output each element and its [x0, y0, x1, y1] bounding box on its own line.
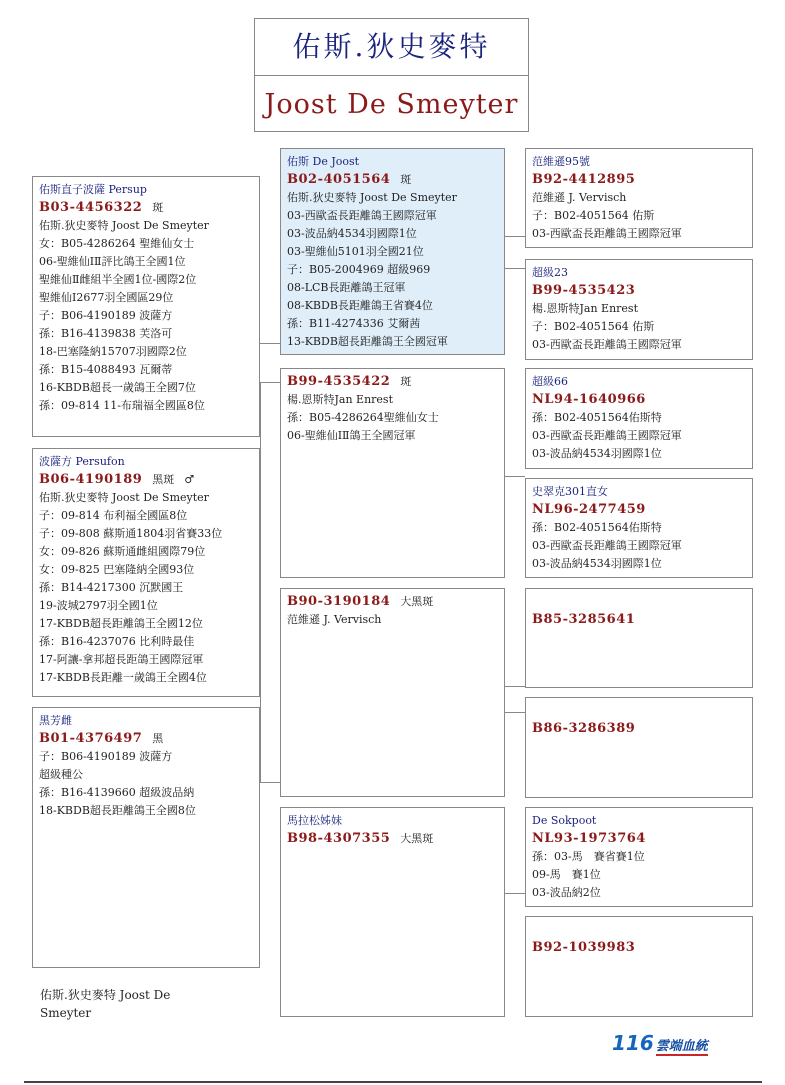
line: 13-KBDB超長距離鴿王全國冠軍 — [287, 335, 448, 348]
color-label: 黑斑 — [152, 473, 175, 486]
line: 孫：09-814 11-布瑞福全國區8位 — [39, 399, 205, 412]
achievement-lines — [287, 611, 498, 629]
line: 19-波城2797羽全國1位 — [39, 599, 158, 612]
line: 08-KBDB長距離鴿王省賽4位 — [287, 299, 433, 312]
color-label: 斑 — [152, 201, 164, 214]
line: 子：B05-2004969 超級969 — [287, 263, 431, 276]
ring-number: B92-4412895 — [532, 172, 636, 187]
ring-number: NL94-1640966 — [532, 392, 646, 407]
pigeon-name: 范維遜95號 — [532, 155, 590, 168]
connector — [260, 382, 261, 782]
divider — [24, 1081, 762, 1083]
color-label: 黑 — [152, 732, 164, 745]
line: 子：B06-4190189 波薩方 — [39, 750, 173, 763]
line: 孫：B05-4286264聖維仙女士 — [287, 411, 439, 424]
ring-number: B90-3190184 大黑斑 — [287, 594, 434, 609]
ring-number: NL93-1973764 — [532, 831, 646, 846]
line: 子：09-808 蘇斯通1804羽省賽33位 — [39, 527, 223, 540]
site-logo[interactable] — [612, 1031, 708, 1055]
connector — [505, 236, 525, 237]
male-icon: ♂ — [184, 473, 195, 486]
connector — [260, 382, 280, 383]
line: 03-聖維仙5101羽全國21位 — [287, 245, 424, 258]
line: 孫：B16-4139838 芙洛可 — [39, 327, 173, 340]
ring-number: B99-4535423 — [532, 283, 636, 298]
line: 03-波品納4534羽國際1位 — [532, 447, 662, 460]
line: 03-波品納2位 — [532, 886, 601, 899]
line: 03-西歐盃長距離鴿王國際冠軍 — [532, 429, 682, 442]
line: 03-波品納4534羽國際1位 — [532, 557, 662, 570]
line: 佑斯.狄史麥特 Joost De Smeyter — [287, 191, 457, 204]
ring-number: B06-4190189 黑斑 ♂ — [39, 472, 195, 487]
achievement-lines — [39, 489, 253, 687]
pigeon-name: 馬拉松姊妹 — [287, 814, 342, 827]
line: 孫：B11-4274336 艾爾茜 — [287, 317, 421, 330]
dam2-sire-card — [525, 807, 753, 907]
connector — [505, 686, 525, 687]
subject-title — [254, 18, 529, 132]
line: 03-波品納4534羽國際1位 — [287, 227, 417, 240]
pigeon-name: 黑芳雌 — [39, 714, 72, 727]
ring-number: NL96-2477459 — [532, 502, 646, 517]
line: 17-KBDB長距離一歲鴿王全國4位 — [39, 671, 207, 684]
connector — [260, 343, 280, 344]
line: 子：B06-4190189 波薩方 — [39, 309, 173, 322]
pigeon-name: 佑斯直子波薩 Persup — [39, 183, 147, 196]
dam-card — [280, 368, 505, 578]
subject-sire-card — [32, 176, 260, 437]
line: 孫：B16-4139660 超級波品納 — [39, 786, 195, 799]
line: 06-聖維仙ⅠⅡ評比鴿王全國1位 — [39, 255, 186, 268]
line: 孫：B15-4088493 瓦爾蒂 — [39, 363, 173, 376]
line: 子：B02-4051564 佑斯 — [532, 209, 655, 222]
sire2-card — [280, 588, 505, 797]
line: 女：B05-4286264 聖維仙女士 — [39, 237, 195, 250]
pigeon-name: 波薩方 Persufon — [39, 455, 125, 468]
line: 聖維仙Ⅰ2677羽全國區29位 — [39, 291, 174, 304]
line: 楊.恩斯特Jan Enrest — [287, 393, 393, 406]
line: 18-巴塞隆納15707羽國際2位 — [39, 345, 187, 358]
line: 09-馬 賽1位 — [532, 868, 601, 881]
color-label: 大黑斑 — [400, 595, 434, 608]
connector — [505, 476, 525, 477]
title-chinese: 佑斯.狄史麥特 — [255, 19, 528, 76]
line: 范維遜 J. Vervisch — [287, 613, 382, 626]
line: 孫：B16-4237076 比利時最佳 — [39, 635, 195, 648]
line: 孫：B14-4217300 沉默國王 — [39, 581, 184, 594]
line: 孫：03-馬 賽省賽1位 — [532, 850, 645, 863]
color-label: 大黑斑 — [400, 832, 434, 845]
achievement-lines — [287, 189, 498, 351]
line: 子：B02-4051564 佑斯 — [532, 320, 655, 333]
dam-sire-card — [525, 368, 753, 469]
line: 03-西歐盃長距離鴿王國際冠軍 — [532, 338, 682, 351]
ring-number: B86-3286389 — [532, 721, 636, 736]
line: 女：09-825 巴塞隆納全國93位 — [39, 563, 195, 576]
connector — [260, 782, 280, 783]
line: 佑斯.狄史麥特 Joost De Smeyter — [39, 491, 209, 504]
ring-number: B85-3285641 — [532, 612, 636, 627]
line: 聖維仙Ⅱ雌組半全國1位-國際2位 — [39, 273, 197, 286]
ring-number: B01-4376497 黑 — [39, 731, 164, 746]
ring-number: B98-4307355 大黑斑 — [287, 831, 434, 846]
ring-number: B03-4456322 斑 — [39, 200, 164, 215]
pigeon-name: De Sokpoot — [532, 814, 597, 827]
line: 06-聖維仙ⅠⅡ鴿王全國冠軍 — [287, 429, 416, 442]
line: 佑斯.狄史麥特 Joost De Smeyter — [39, 219, 209, 232]
ring-number: B99-4535422 斑 — [287, 374, 412, 389]
line: 范維遜 J. Vervisch — [532, 191, 627, 204]
color-label: 斑 — [400, 173, 412, 186]
logo-number: 116 — [612, 1031, 654, 1055]
pigeon-name: 超級66 — [532, 375, 568, 388]
line: 08-LCB長距離鴿王冠軍 — [287, 281, 406, 294]
color-label: 斑 — [400, 375, 412, 388]
title-english: Joost De Smeyter — [264, 89, 519, 120]
sire2-sire-card — [525, 588, 753, 688]
dam-dam-card — [525, 478, 753, 578]
line: 17-KBDB超長距離鴿王全國12位 — [39, 617, 203, 630]
connector — [505, 268, 525, 269]
achievement-lines — [39, 748, 253, 820]
line: 超級種公 — [39, 768, 83, 781]
sire-dam-card — [525, 259, 753, 360]
sire2-dam-card — [525, 697, 753, 798]
line: 03-西歐盃長距離鴿王國際冠軍 — [287, 209, 437, 222]
line: 17-阿讓-拿邦超長距鴿王國際冠軍 — [39, 653, 204, 666]
sire-sire-card — [525, 148, 753, 248]
pigeon-name: 佑斯 De Joost — [287, 155, 360, 168]
connector — [505, 712, 525, 713]
logo-text: 雲端血統 — [655, 1039, 708, 1054]
sire-card — [280, 148, 505, 355]
dam2-card — [280, 807, 505, 1017]
pigeon-name: 超級23 — [532, 266, 568, 279]
connector — [505, 893, 525, 894]
line: 子：09-814 布利福全國區8位 — [39, 509, 188, 522]
dam2-dam-card — [525, 916, 753, 1017]
line: 03-西歐盃長距離鴿王國際冠軍 — [532, 539, 682, 552]
line: 孫：B02-4051564佑斯特 — [532, 521, 662, 534]
subject-dam-card — [32, 707, 260, 968]
subject-card — [32, 448, 260, 697]
owner-label: 佑斯.狄史麥特 Joost De Smeyter — [40, 988, 171, 1020]
line: 孫：B02-4051564佑斯特 — [532, 411, 662, 424]
ring-number: B02-4051564 斑 — [287, 172, 412, 187]
ring-number: B92-1039983 — [532, 940, 636, 955]
line: 16-KBDB超長一歲鴿王全國7位 — [39, 381, 196, 394]
achievement-lines — [287, 391, 498, 445]
line: 女：09-826 蘇斯通雌組國際79位 — [39, 545, 206, 558]
line: 楊.恩斯特Jan Enrest — [532, 302, 638, 315]
pigeon-name: 史翠克301直女 — [532, 485, 608, 498]
achievement-lines — [39, 217, 253, 415]
line: 03-西歐盃長距離鴿王國際冠軍 — [532, 227, 682, 240]
line: 18-KBDB超長距離鴿王全國8位 — [39, 804, 196, 817]
